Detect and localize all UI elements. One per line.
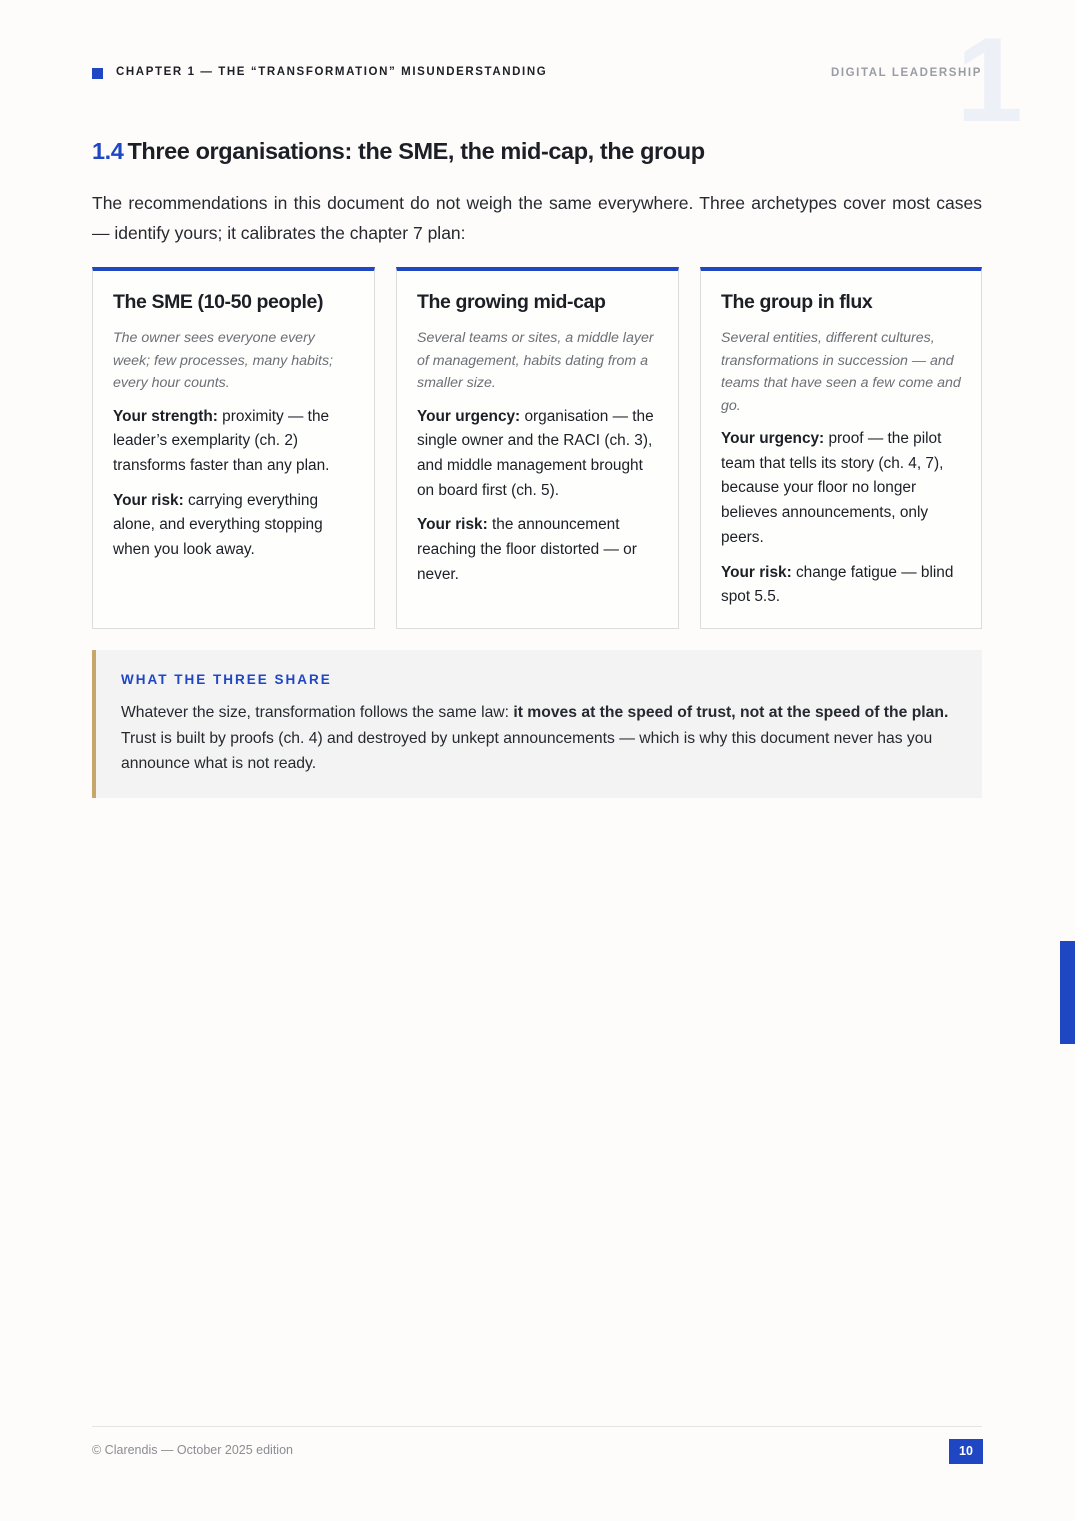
card-point-label: Your urgency: [721, 430, 825, 447]
intro-paragraph: The recommendations in this document do not weigh the same everywhere. Three archetypes cover most cases — identify yours; it calibrates the chapter 7 plan: [92, 193, 982, 243]
card-risk [113, 489, 354, 563]
card-strength [113, 405, 354, 479]
card-description: Several entities, different cultures, transformations in succession — and teams that have seen a few come and go. [721, 330, 961, 414]
archetype-cards [92, 267, 982, 629]
card-point-text: the announcement reaching the floor distorted — or never. [417, 516, 637, 583]
footer-copyright: © Clarendis — October 2025 edition [92, 1443, 293, 1457]
card-point-label: Your urgency: [417, 407, 521, 425]
footer-divider [92, 1426, 982, 1427]
callout-text-before: Whatever the size, transformation follows the same law: [121, 704, 514, 721]
card-risk [417, 513, 658, 587]
card-title: The SME (10-50 people) [113, 291, 324, 313]
card-sme [92, 267, 375, 629]
card-point-label: Your risk: [113, 491, 184, 509]
card-urgency [721, 427, 961, 551]
section-title [92, 138, 705, 165]
card-risk [721, 561, 961, 610]
card-point-text: proximity — the leader’s exemplarity (ch. 2) transforms faster than any plan. [113, 407, 330, 474]
callout-label: WHAT THE THREE SHARE [121, 672, 332, 687]
section-number: 1.4 [92, 138, 124, 164]
card-title: The group in flux [721, 291, 873, 313]
chapter-label: CHAPTER 1 — THE “TRANSFORMATION” MISUNDERSTANDING [116, 66, 548, 78]
card-point-text: carrying everything alone, and everything stopping when you look away. [113, 491, 323, 559]
card-point-text: proof — the pilot team that tells its story (ch. 4, 7), because your floor no longer believes announcements, only peers. [721, 430, 944, 546]
callout-text-after: Trust is built by proofs (ch. 4) and destroyed by unkept announcements — which is why this document never has you announce what is not ready. [121, 729, 933, 772]
card-description: Several teams or sites, a middle layer of management, habits dating from a smaller size. [417, 330, 654, 391]
card-point-label: Your strength: [113, 407, 218, 425]
running-header [92, 66, 982, 82]
card-point-text: organisation — the single owner and the RACI (ch. 3), and middle management brought on board first (ch. 5). [417, 407, 654, 499]
card-urgency [417, 405, 658, 504]
chapter-square-icon [92, 68, 103, 79]
card-point-text: change fatigue — blind spot 5.5. [721, 563, 954, 606]
card-description: The owner sees everyone every week; few processes, many habits; every hour counts. [113, 330, 334, 391]
callout-body [121, 700, 957, 777]
callout-text-bold: it moves at the speed of trust, not at the speed of the plan. [513, 704, 949, 721]
shared-principle-callout [92, 650, 982, 798]
chapter-tab-marker [1060, 941, 1075, 1044]
card-point-label: Your risk: [417, 516, 488, 534]
section-title-text: Three organisations: the SME, the mid-cap, the group [127, 138, 705, 164]
card-mid-cap [396, 267, 679, 629]
card-group [700, 267, 982, 629]
brand-label: DIGITAL LEADERSHIP [830, 67, 982, 79]
chapter-number-watermark: 1 [956, 13, 1023, 147]
page-number: 10 [949, 1439, 983, 1464]
card-title: The growing mid-cap [417, 291, 606, 313]
card-point-label: Your risk: [721, 563, 792, 581]
